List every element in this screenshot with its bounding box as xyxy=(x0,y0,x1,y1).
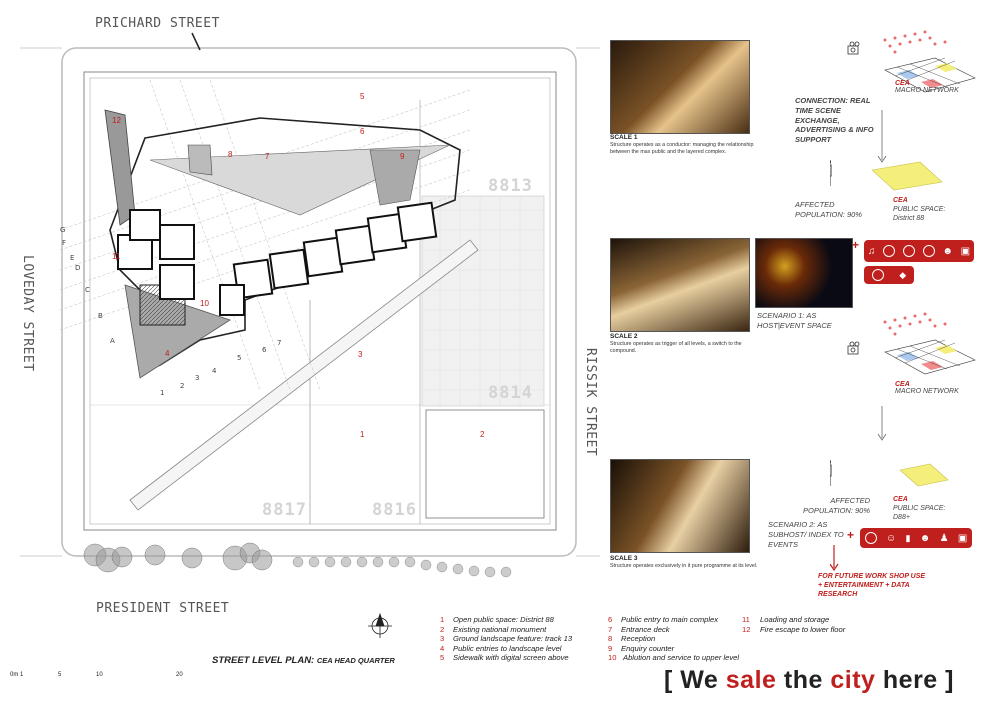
scale-bar-label: 20 xyxy=(176,672,183,678)
legend-item: 9 Enquiry counter xyxy=(608,643,675,653)
legend-column-3 xyxy=(742,615,845,634)
svg-text:A: A xyxy=(110,337,115,345)
slogan: [ We sale the city here ] xyxy=(664,666,954,694)
street-label-president: PRESIDENT STREET xyxy=(96,601,230,616)
macro-network-label-2: CEA MACRO NETWORK xyxy=(895,381,959,395)
legend-item: 2 Existing national monument xyxy=(440,624,547,634)
globe-icon xyxy=(865,532,877,544)
street-label-rissik: RISSIK STREET xyxy=(583,348,598,457)
scenario2-label: SCENARIO 2: AS SUBHOST/ INDEX TO EVENTS xyxy=(768,520,844,549)
media-icons-bar xyxy=(864,240,974,262)
legend-item: 1 Open public space: District 88 xyxy=(440,615,554,624)
svg-text:B: B xyxy=(98,312,103,320)
block-label: 8814 xyxy=(488,383,533,403)
svg-text:F: F xyxy=(62,239,67,247)
car-icon: ◆ xyxy=(899,269,907,280)
svg-text:5: 5 xyxy=(237,354,242,362)
svg-text:D: D xyxy=(75,264,81,272)
scale-bar-label: 5 xyxy=(58,672,62,678)
plan-number: 1 xyxy=(360,430,365,439)
legend-item: 12 Fire escape to lower floor xyxy=(742,624,846,634)
public-space-label-2: CEA PUBLIC SPACE: D88+ xyxy=(893,496,946,521)
plan-number: 6 xyxy=(360,127,365,136)
plan-number: 11 xyxy=(112,252,121,261)
svg-text:2: 2 xyxy=(180,382,185,390)
plan-number: 3 xyxy=(358,350,363,359)
scenario1-label: SCENARIO 1: AS HOST|EVENT SPACE xyxy=(757,311,832,330)
legend-column-2 xyxy=(608,615,739,663)
legend-column-1 xyxy=(440,615,572,663)
scale3-model-photo xyxy=(610,459,750,553)
street-label-prichard: PRICHARD STREET xyxy=(95,16,220,31)
scale2-model-photo xyxy=(610,238,750,332)
plus-sign: + xyxy=(847,528,855,542)
svg-text:1: 1 xyxy=(160,389,165,397)
camera-icon: ▣ xyxy=(957,532,968,544)
scale1-title: SCALE 1 xyxy=(610,134,638,141)
svg-text:E: E xyxy=(70,254,75,262)
affected-population-1: AFFECTED POPULATION: 90% xyxy=(795,200,862,219)
plan-number: 2 xyxy=(480,430,485,439)
street-label-loveday: LOVEDAY STREET xyxy=(20,255,35,372)
connection-label: CONNECTION: REAL TIME SCENE EXCHANGE, ADVERTISING & INFO SUPPORT xyxy=(795,96,874,144)
svg-text:7: 7 xyxy=(277,339,282,347)
ticket-icon: ▮ xyxy=(905,532,911,543)
film-icon xyxy=(883,245,895,257)
plus-sign: + xyxy=(852,238,860,252)
plan-title: STREET LEVEL PLAN: CEA HEAD QUARTER xyxy=(212,655,395,666)
info-icon xyxy=(923,245,935,257)
legend-item: 10 Ablution and service to upper level xyxy=(608,653,740,663)
media-icons-bar-small xyxy=(864,266,914,284)
plan-number: 4 xyxy=(165,349,170,358)
scale-bar-label: 10 xyxy=(96,672,103,678)
scale1-model-photo xyxy=(610,40,750,134)
plan-number: 5 xyxy=(360,92,365,101)
affected-population-2: AFFECTED POPULATION: 90% xyxy=(803,496,870,515)
block-label: 8817 xyxy=(262,500,307,520)
people-icon: ☻ xyxy=(919,532,931,544)
subhost-icons-bar xyxy=(860,528,972,548)
scale2-title: SCALE 2 xyxy=(610,333,638,340)
scale-bar-label: 0m 1 xyxy=(10,672,24,678)
block-label: 8813 xyxy=(488,176,533,196)
eye-icon xyxy=(872,269,884,281)
group-icon: ♟ xyxy=(939,532,949,544)
scale2-description: Structure operates as trigger of all levels, a switch to the compound. xyxy=(610,341,742,355)
music-icon: ♫ xyxy=(867,245,876,257)
plan-number: 10 xyxy=(200,299,209,308)
plan-number: 12 xyxy=(112,116,121,125)
camera-icon: ▣ xyxy=(960,245,971,257)
legend-item: 6 Public entry to main complex xyxy=(608,615,719,624)
legend-item: 3 Ground landscape feature: track 13 xyxy=(440,634,573,644)
public-space-label-1: CEA PUBLIC SPACE: District 88 xyxy=(893,197,946,222)
scale1-description: Structure operates as a conductor: managing the relationship between the max public and the layered complex. xyxy=(610,142,754,156)
future-workshop-label: FOR FUTURE WORK SHOP USE + ENTERTAINMENT + DATA RESEARCH xyxy=(818,573,926,599)
svg-text:4: 4 xyxy=(212,367,217,375)
ticket-icon xyxy=(903,245,915,257)
legend-item: 4 Public entries to landscape level xyxy=(440,643,562,653)
scale3-title: SCALE 3 xyxy=(610,555,638,562)
plan-number: 9 xyxy=(400,152,405,161)
legend-item: 7 Entrance deck xyxy=(608,624,670,634)
legend-item: 8 Reception xyxy=(608,634,656,644)
svg-text:C: C xyxy=(85,286,90,294)
head-icon: ☺ xyxy=(885,532,897,544)
block-label: 8816 xyxy=(372,500,417,520)
plan-number: 8 xyxy=(228,150,233,159)
scale3-description: Structure operates exclusively in it pure programme at its level. xyxy=(610,563,758,569)
legend-item: 5 Sidewalk with digital screen above xyxy=(440,653,569,663)
svg-text:6: 6 xyxy=(262,346,267,354)
macro-network-label-1: CEA MACRO NETWORK xyxy=(895,80,959,94)
plan-number: 7 xyxy=(265,152,270,161)
svg-text:3: 3 xyxy=(195,374,200,382)
svg-text:G: G xyxy=(60,226,66,234)
legend-item: 11 Loading and storage xyxy=(742,615,830,624)
people-icon: ☻ xyxy=(942,245,953,257)
